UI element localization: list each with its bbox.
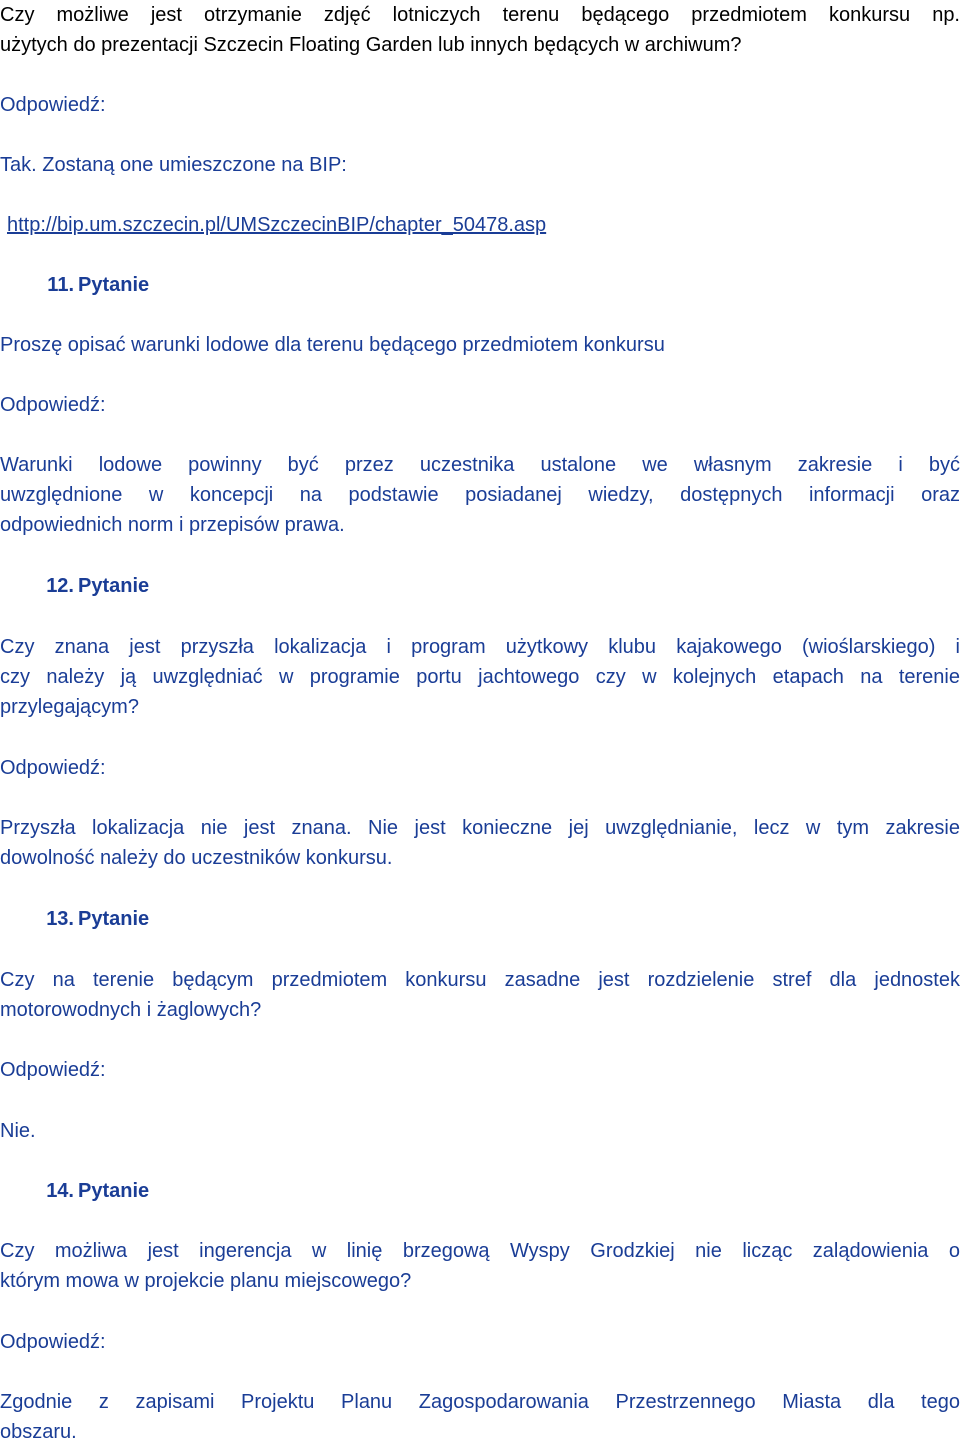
question-12-answer-label: Odpowiedź: bbox=[0, 757, 106, 779]
question-13-answer-label: Odpowiedź: bbox=[0, 1059, 106, 1081]
question-14-number: 14. bbox=[46, 1180, 74, 1202]
question-11-text: Proszę opisać warunki lodowe dla terenu będącego przedmiotem konkursu bbox=[0, 334, 665, 356]
question-12-number: 12. bbox=[46, 575, 74, 597]
question-12-heading-text: Pytanie bbox=[78, 575, 150, 597]
question-13-number: 13. bbox=[46, 908, 74, 930]
question-11-answer-line-1: Warunki lodowe powinny być przez uczestnika ustalone we własnym zakresie i być bbox=[0, 454, 960, 476]
intro-answer-text: Tak. Zostaną one umieszczone na BIP: bbox=[0, 154, 347, 176]
question-12-line-2: czy należy ją uwzględniać w programie portu jachtowego czy w kolejnych etapach na terenie bbox=[0, 666, 960, 688]
question-14-heading bbox=[38, 1176, 960, 1206]
question-12-answer-line-1: Przyszła lokalizacja nie jest znana. Nie jest konieczne jej uwzględnianie, lecz w tym zakresie bbox=[0, 817, 960, 839]
question-13-heading bbox=[38, 904, 960, 934]
question-11-number: 11. bbox=[47, 274, 74, 296]
question-14-answer-line-2: obszaru. bbox=[0, 1421, 77, 1443]
question-11-answer-line-3: odpowiednich norm i przepisów prawa. bbox=[0, 514, 345, 536]
question-13-heading-text: Pytanie bbox=[78, 908, 150, 930]
intro-answer-label: Odpowiedź: bbox=[0, 94, 106, 116]
question-13-answer-text: Nie. bbox=[0, 1120, 36, 1142]
question-14-answer-line-1: Zgodnie z zapisami Projektu Planu Zagospodarowania Przestrzennego Miasta dla tego bbox=[0, 1391, 960, 1413]
question-11-answer-label: Odpowiedź: bbox=[0, 394, 106, 416]
question-13-line-2: motorowodnych i żaglowych? bbox=[0, 999, 262, 1021]
intro-question-line-2: użytych do prezentacji Szczecin Floating Garden lub innych będących w archiwum? bbox=[0, 34, 742, 56]
question-14-line-1: Czy możliwa jest ingerencja w linię brzegową Wyspy Grodzkiej nie licząc zalądowienia o bbox=[0, 1240, 960, 1262]
bip-link[interactable]: http://bip.um.szczecin.pl/UMSzczecinBIP/chapter_50478.asp bbox=[7, 214, 547, 236]
question-14-heading-text: Pytanie bbox=[78, 1180, 150, 1202]
question-12-answer-line-2: dowolność należy do uczestników konkursu. bbox=[0, 847, 393, 869]
question-11-answer-line-2: uwzględnione w koncepcji na podstawie posiadanej wiedzy, dostępnych informacji oraz bbox=[0, 484, 960, 506]
question-12-line-1: Czy znana jest przyszła lokalizacja i program użytkowy klubu kajakowego (wioślarskiego) i bbox=[0, 636, 960, 658]
intro-question-line-1: Czy możliwe jest otrzymanie zdjęć lotniczych terenu będącego przedmiotem konkursu np. bbox=[0, 4, 960, 26]
question-14-line-2: którym mowa w projekcie planu miejscowego? bbox=[0, 1270, 412, 1292]
question-13-line-1: Czy na terenie będącym przedmiotem konkursu zasadne jest rozdzielenie stref dla jednostek bbox=[0, 969, 960, 991]
question-12-heading bbox=[38, 571, 960, 601]
question-11-heading bbox=[38, 270, 960, 300]
question-12-line-3: przylegającym? bbox=[0, 696, 139, 718]
question-14-answer-label: Odpowiedź: bbox=[0, 1331, 106, 1353]
question-11-heading-text: Pytanie bbox=[78, 274, 150, 296]
